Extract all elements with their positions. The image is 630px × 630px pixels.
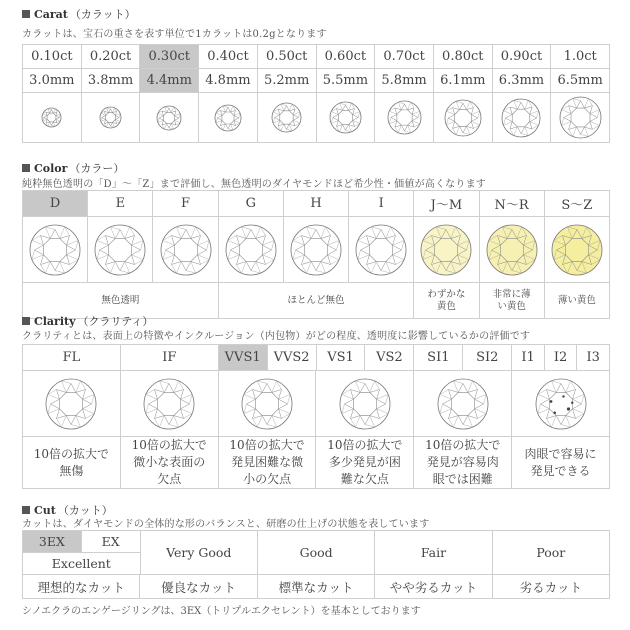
diamond-icon bbox=[41, 107, 62, 128]
clarity-title-jp: （クラリティ） bbox=[77, 315, 154, 328]
cut-evaluation-cell: 理想的なカット bbox=[23, 575, 140, 599]
diamond-icon bbox=[143, 378, 195, 430]
diamond-icon bbox=[444, 99, 482, 137]
color-group-cell: わずかな黄色 bbox=[414, 283, 479, 319]
carat-weight-cell: 0.50ct bbox=[258, 45, 317, 69]
color-grade-cell: H bbox=[284, 191, 349, 217]
clarity-grade-cell: VVS2 bbox=[268, 345, 317, 371]
section-square-icon bbox=[22, 506, 30, 514]
carat-size-cell: 6.1mm bbox=[434, 69, 493, 93]
clarity-group-cell: 10倍の拡大で微小な表面の欠点 bbox=[121, 437, 219, 489]
cut-description: カットは、ダイヤモンドの全体的な形のバランスと、研磨の仕上げの状態を表しています bbox=[22, 519, 430, 530]
carat-description: カラットは、宝石の重さを表す単位で1カラットは0.2gとなります bbox=[22, 29, 327, 40]
color-diamond-cell bbox=[88, 217, 153, 283]
color-title-en: Color bbox=[34, 161, 68, 175]
cut-grade-cell: EX bbox=[82, 531, 141, 553]
color-diamond-row bbox=[23, 217, 610, 283]
diamond-icon bbox=[29, 224, 81, 276]
clarity-group-row bbox=[23, 437, 610, 489]
carat-section-title bbox=[22, 6, 136, 22]
footer-note: シノエクラのエンゲージリングは、3EX（トリプルエクセレント）を基本としております bbox=[22, 606, 421, 617]
clarity-diamond-cell bbox=[414, 371, 512, 437]
cut-grade-cell: 3EX bbox=[23, 531, 82, 553]
clarity-grade-cell: I3 bbox=[577, 345, 610, 371]
carat-weight-cell: 0.80ct bbox=[434, 45, 493, 69]
color-group-cell: 無色透明 bbox=[23, 283, 219, 319]
clarity-grade-cell: SI2 bbox=[463, 345, 512, 371]
diamond-icon bbox=[94, 224, 146, 276]
clarity-diamond-cell bbox=[219, 371, 317, 437]
cut-evaluation-cell: 劣るカット bbox=[493, 575, 610, 599]
cut-title-jp: （カット） bbox=[57, 504, 113, 517]
carat-size-row bbox=[23, 69, 610, 93]
color-grade-cell: I bbox=[349, 191, 414, 217]
diamond-icon bbox=[355, 224, 407, 276]
cut-grade-cell: Very Good bbox=[141, 531, 258, 575]
color-diamond-cell bbox=[153, 217, 218, 283]
diamond-icon bbox=[241, 378, 293, 430]
diamond-icon bbox=[271, 102, 302, 133]
clarity-grade-row bbox=[23, 345, 610, 371]
diamond-icon bbox=[486, 224, 538, 276]
color-grade-cell: J～M bbox=[414, 191, 479, 217]
color-diamond-cell bbox=[219, 217, 284, 283]
diamond-icon bbox=[329, 101, 362, 134]
color-diamond-cell bbox=[284, 217, 349, 283]
carat-weight-row bbox=[23, 45, 610, 69]
carat-diamond-cell bbox=[82, 93, 141, 143]
cut-evaluation-row bbox=[23, 575, 610, 599]
carat-size-cell: 6.5mm bbox=[551, 69, 610, 93]
clarity-group-cell: 10倍の拡大で発見が容易肉眼では困難 bbox=[414, 437, 512, 489]
carat-diamond-cell bbox=[375, 93, 434, 143]
section-square-icon bbox=[22, 164, 30, 172]
color-diamond-cell bbox=[545, 217, 610, 283]
diamond-icon bbox=[99, 106, 122, 129]
diamond-icon bbox=[559, 96, 602, 139]
color-diamond-cell bbox=[23, 217, 88, 283]
carat-size-cell: 4.8mm bbox=[199, 69, 258, 93]
color-grade-cell: G bbox=[219, 191, 284, 217]
color-grade-cell: S～Z bbox=[545, 191, 610, 217]
carat-weight-cell: 0.40ct bbox=[199, 45, 258, 69]
clarity-group-cell: 肉眼で容易に発見できる bbox=[512, 437, 610, 489]
clarity-group-cell: 10倍の拡大で発見困難な微小の欠点 bbox=[219, 437, 317, 489]
section-square-icon bbox=[22, 317, 30, 325]
carat-diamond-cell bbox=[258, 93, 317, 143]
carat-size-cell: 3.0mm bbox=[23, 69, 82, 93]
carat-weight-cell: 0.30ct bbox=[140, 45, 199, 69]
cut-header-row bbox=[23, 531, 610, 575]
cut-title-en: Cut bbox=[34, 503, 56, 517]
diamond-icon bbox=[535, 378, 587, 430]
clarity-description: クラリティとは、表面上の特徴やインクルージョン（内包物）がどの程度、透明度に影響しているかの評価です bbox=[22, 331, 531, 342]
clarity-diamond-row bbox=[23, 371, 610, 437]
diamond-icon bbox=[225, 224, 277, 276]
carat-table bbox=[22, 44, 610, 143]
color-grade-cell: N～R bbox=[480, 191, 545, 217]
diamond-icon bbox=[551, 224, 603, 276]
diamond-icon bbox=[214, 104, 242, 132]
cut-grade-cell: Good bbox=[258, 531, 375, 575]
clarity-group-cell: 10倍の拡大で多少発見が困難な欠点 bbox=[316, 437, 414, 489]
clarity-diamond-cell bbox=[512, 371, 610, 437]
cut-excellent-subrow bbox=[23, 531, 141, 553]
diamond-icon bbox=[156, 105, 182, 131]
carat-size-cell: 4.4mm bbox=[140, 69, 199, 93]
clarity-grade-cell: VVS1 bbox=[219, 345, 268, 371]
carat-size-cell: 3.8mm bbox=[82, 69, 141, 93]
cut-excellent-label: Excellent bbox=[23, 553, 141, 575]
carat-size-cell: 5.2mm bbox=[258, 69, 317, 93]
clarity-diamond-cell bbox=[23, 371, 121, 437]
diamond-icon bbox=[160, 224, 212, 276]
color-group-cell: ほとんど無色 bbox=[219, 283, 415, 319]
color-grade-cell: D bbox=[23, 191, 88, 217]
color-diamond-cell bbox=[349, 217, 414, 283]
clarity-grade-cell: VS1 bbox=[317, 345, 366, 371]
color-title-jp: （カラー） bbox=[69, 162, 125, 175]
clarity-grade-cell: VS2 bbox=[365, 345, 414, 371]
cut-evaluation-cell: 優良なカット bbox=[140, 575, 257, 599]
carat-diamond-cell bbox=[493, 93, 552, 143]
carat-weight-cell: 0.90ct bbox=[493, 45, 552, 69]
clarity-grade-cell: I2 bbox=[545, 345, 578, 371]
color-group-cell: 非常に薄い黄色 bbox=[480, 283, 545, 319]
clarity-grade-cell: SI1 bbox=[414, 345, 463, 371]
diamond-icon bbox=[45, 378, 97, 430]
color-section-title bbox=[22, 160, 124, 176]
carat-diamond-row bbox=[23, 93, 610, 143]
carat-diamond-cell bbox=[317, 93, 376, 143]
section-square-icon bbox=[22, 10, 30, 18]
diamond-icon bbox=[501, 98, 541, 138]
carat-weight-cell: 0.60ct bbox=[317, 45, 376, 69]
carat-weight-cell: 0.10ct bbox=[23, 45, 82, 69]
clarity-grade-cell: FL bbox=[23, 345, 121, 371]
carat-weight-cell: 0.20ct bbox=[82, 45, 141, 69]
clarity-title-en: Clarity bbox=[34, 314, 76, 328]
diamond-icon bbox=[387, 100, 422, 135]
carat-size-cell: 6.3mm bbox=[493, 69, 552, 93]
color-grade-row bbox=[23, 191, 610, 217]
cut-excellent-col bbox=[23, 531, 141, 575]
cut-table bbox=[22, 530, 610, 599]
carat-size-cell: 5.5mm bbox=[317, 69, 376, 93]
cut-grade-cell: Fair bbox=[375, 531, 492, 575]
carat-diamond-cell bbox=[434, 93, 493, 143]
color-diamond-cell bbox=[414, 217, 479, 283]
clarity-grade-cell: I1 bbox=[512, 345, 545, 371]
clarity-diamond-cell bbox=[316, 371, 414, 437]
clarity-table bbox=[22, 344, 610, 489]
carat-diamond-cell bbox=[199, 93, 258, 143]
carat-size-cell: 5.8mm bbox=[375, 69, 434, 93]
carat-diamond-cell bbox=[140, 93, 199, 143]
color-group-cell: 薄い黄色 bbox=[545, 283, 610, 319]
carat-weight-cell: 0.70ct bbox=[375, 45, 434, 69]
carat-diamond-cell bbox=[551, 93, 610, 143]
color-diamond-cell bbox=[480, 217, 545, 283]
cut-evaluation-cell: やや劣るカット bbox=[375, 575, 492, 599]
carat-title-jp: （カラット） bbox=[69, 8, 136, 21]
carat-diamond-cell bbox=[23, 93, 82, 143]
cut-evaluation-cell: 標準なカット bbox=[258, 575, 375, 599]
cut-grade-cell: Poor bbox=[493, 531, 610, 575]
color-grade-cell: F bbox=[153, 191, 218, 217]
clarity-group-cell: 10倍の拡大で無傷 bbox=[23, 437, 121, 489]
carat-weight-cell: 1.0ct bbox=[551, 45, 610, 69]
color-table bbox=[22, 190, 610, 319]
clarity-diamond-cell bbox=[121, 371, 219, 437]
diamond-icon bbox=[437, 378, 489, 430]
carat-title-en: Carat bbox=[34, 7, 68, 21]
diamond-icon bbox=[339, 378, 391, 430]
color-grade-cell: E bbox=[88, 191, 153, 217]
clarity-grade-cell: IF bbox=[121, 345, 219, 371]
diamond-icon bbox=[420, 224, 472, 276]
color-description: 純粋無色透明の「D」～「Z」まで評価し、無色透明のダイヤモンドほど希少性・価値が高くなります bbox=[22, 179, 486, 190]
diamond-icon bbox=[290, 224, 342, 276]
